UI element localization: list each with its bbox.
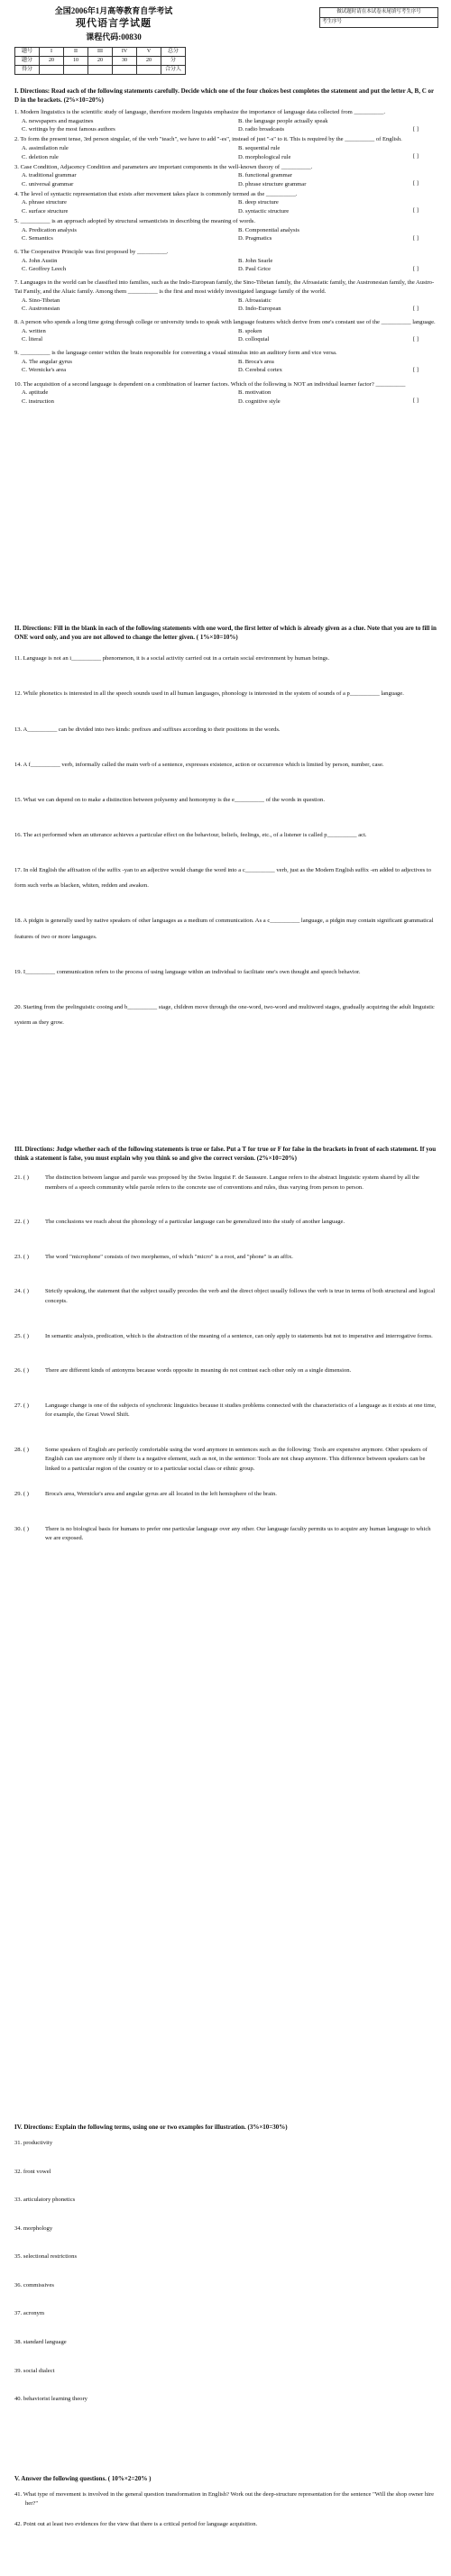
mc-question (14, 349, 437, 374)
answer-option: A. phrase structure (22, 199, 67, 206)
answer-option: B. Afroasiatic (238, 297, 272, 304)
question-stem: 9. __________ is the language center within the brain responsible for converting a visual stimulus into an auditory form and vice versa. (14, 350, 337, 357)
score-cell: 20 (137, 57, 161, 66)
tf-bracket: 27. ( ) (14, 1402, 29, 1409)
term-to-explain: 36. commissives (14, 2281, 54, 2288)
answer-option: D. cognitive style (238, 397, 281, 405)
part-one (14, 87, 437, 411)
tf-statement: The distinction between langue and parole was proposed by the Swiss linguist F. de Saussure. Langue refers to the abstract linguistic system shared by all the members of a speech community while parole refers to the concrete use of conventions and rules, thus varying from person to person. (45, 1174, 419, 1191)
score-cell: 题号 (15, 48, 40, 57)
term-to-explain: 40. behaviorist learning theory (14, 2396, 87, 2403)
answer-options (14, 226, 437, 243)
answer-option: B. sequential rule (238, 145, 281, 152)
answer-options (14, 358, 437, 375)
mc-question (14, 248, 437, 273)
answer-option: C. literal (22, 336, 43, 343)
tf-bracket: 23. ( ) (14, 1253, 29, 1260)
score-cell: 合分人 (161, 66, 186, 75)
term-to-explain: 38. standard language (14, 2338, 67, 2345)
tf-statement: Some speakers of English are perfectly comfortable using the word anymore in sentences such as the following: Tools are expensive anymore. Other speakers of English can use anymore only if there is a negative element, such as not, in the sentence: Tools are not cheap anymore. This difference between speakers can be linked to a particular region of the country or to a particular social class or ethnic group. (45, 1446, 428, 1472)
true-false-question (14, 1253, 437, 1263)
part-one-questions (14, 108, 437, 405)
answer-option: B. John Searle (238, 257, 273, 264)
question-stem: 5. __________ is an approach adopted by structural semanticists in describing the meaning of words. (14, 218, 255, 225)
answer-option: D. Paul Grice (238, 266, 272, 273)
question-stem: 10. The acquisition of a second language is dependent on a combination of learner factors. Which of the following is NOT an individual learner factor? __________ (14, 380, 406, 388)
tf-bracket: 24. ( ) (14, 1288, 29, 1295)
score-cell: III (88, 48, 113, 57)
score-cell (40, 66, 64, 75)
answer-option: D. Indo-European (238, 306, 281, 313)
answer-options (14, 327, 437, 344)
answer-option: A. Predication analysis (22, 226, 77, 233)
fill-blank-question: 20. Starting from the prelinguistic cooing and b__________ stage, children move through the one-word, two-word and multiword stages, gradually acquiring the adult linguistic system as they grow. (14, 1003, 435, 1026)
mc-question (14, 108, 437, 133)
mc-question (14, 279, 437, 313)
answer-options (14, 388, 437, 406)
answer-option: B. the language people actually speak (238, 117, 328, 124)
fill-blank-question: 16. The act performed when an utterance achieves a particular effect on the behaviour, beliefs, feelings, etc., of a listener is called p__________ act. (14, 831, 367, 838)
score-cell: V (137, 48, 161, 57)
exam-session: 全国2006年1月高等教育自学考试 (54, 6, 173, 15)
answer-bracket: [ ] (412, 335, 419, 343)
answer-option: A. The angular gyrus (22, 358, 72, 365)
part-five-directions: V. Answer the following questions. ( 10%×2=20% ) (14, 2475, 152, 2482)
answer-bracket: [ ] (412, 305, 419, 312)
part-five (14, 2474, 437, 2542)
tf-bracket: 21. ( ) (14, 1174, 29, 1182)
true-false-question (14, 1366, 437, 1376)
answer-option: C. writings by the most famous authors (22, 126, 115, 133)
tf-bracket: 29. ( ) (14, 1491, 29, 1498)
answer-options (14, 257, 437, 274)
question-stem: 3. Case Condition, Adjacency Condition and parameters are important components in the well-known theory of __________. (14, 163, 313, 170)
tf-bracket: 25. ( ) (14, 1332, 29, 1339)
part-three-directions: III. Directions: Judge whether each of the following statements is true or false. Put a T for true or F for false in the brackets in front of each statement. If you think a statement is false, you must explain why you think so and give the correct version. (2%×10=20%) (14, 1146, 437, 1163)
tf-statement: Language change is one of the subjects of synchronic linguistics because it studies problems connected with the characteristics of a language as it exists at one time, for example, the Great Vowel Shift. (45, 1402, 437, 1419)
fill-blank-question: 18. A pidgin is generally used by native speakers of other languages as a medium of communication. As a c__________ language, a pidgin may contain significant grammatical features of two or more languages. (14, 918, 434, 940)
answer-bracket: [ ] (412, 125, 419, 132)
score-cell: 分 (161, 57, 186, 66)
part-one-directions: I. Directions: Read each of the following statements carefully. Decide which one of the four choices best completes the statement and put the letter A, B, C or D in the brackets. (2%×10=20%) (14, 87, 434, 105)
answer-options (14, 117, 437, 134)
fill-blank-question: 19. I__________ communication refers to the process of using language within an individual to facilitate one's own thought and speech behavior. (14, 968, 361, 975)
part-five-questions (14, 2490, 437, 2529)
essay-question: 41. What type of movement is involved in the general question transformation in English? Work out the deep-structure representation for the sentence "Will the shop owner hire her?" (14, 2491, 435, 2507)
answer-option: C. Wernicke's area (22, 367, 67, 374)
question-stem: 6. The Cooperative Principle was first proposed by __________. (14, 249, 169, 256)
answer-option: C. instruction (22, 397, 54, 405)
part-two-questions (14, 651, 437, 1030)
answer-option: D. morphological rule (238, 153, 291, 160)
part-three (14, 1145, 437, 1569)
score-cell: 得分 (15, 66, 40, 75)
answer-bracket: [ ] (412, 234, 419, 242)
answer-option: D. Cerebral cortex (238, 367, 282, 374)
score-table (14, 47, 186, 75)
tf-statement: There are different kinds of antonyms because words opposite in meaning do not contrast each other only on a single dimension. (45, 1367, 352, 1375)
answer-option: B. deep structure (238, 199, 279, 206)
score-cell (137, 66, 161, 75)
candidate-note: 做试题时请在本试卷末尾填写考生序号 (320, 8, 437, 18)
score-cell: 20 (88, 57, 113, 66)
term-to-explain: 35. selectional restrictions (14, 2253, 78, 2261)
answer-option: B. Componential analysis (238, 226, 299, 233)
mc-question (14, 190, 437, 215)
score-row-earned (15, 66, 186, 75)
true-false-question (14, 1218, 437, 1228)
candidate-number-box (319, 7, 438, 28)
tf-statement: The conclusions we reach about the phonology of a particular language can be generalized into the study of another language. (45, 1219, 345, 1226)
true-false-question (14, 1525, 437, 1544)
mc-question (14, 217, 437, 242)
answer-option: D. Pragmatics (238, 235, 272, 242)
question-stem: 4. The level of syntactic representation that exists after movement takes place is commonly termed as the __________. (14, 190, 298, 197)
fill-blank-question: 17. In old English the affixation of the suffix -yan to an adjective would change the word into a c__________ verb, just as the Modern English suffix -en added to adjectives to form such verbs as blacken, whiten, redden and awaken. (14, 867, 432, 890)
tf-statement: Strictly speaking, the statement that the subject usually precedes the verb and the direct object usually follows the verb is true in terms of both structural and logical concepts. (45, 1288, 436, 1305)
question-stem: 2. To form the present tense, 3rd person singular, of the verb "teach", we have to add "-es", instead of just "-s" to it. This is required by the __________ of English. (14, 136, 402, 143)
term-to-explain: 34. morphology (14, 2224, 53, 2232)
mc-question (14, 163, 437, 188)
answer-option: C. Geoffrey Leech (22, 266, 67, 273)
true-false-question (14, 1287, 437, 1306)
term-to-explain: 33. articulatory phonetics (14, 2197, 76, 2204)
term-to-explain: 32. front vowel (14, 2168, 51, 2175)
answer-option: A. written (22, 327, 46, 334)
term-to-explain: 39. social dialect (14, 2367, 55, 2374)
mc-question (14, 318, 437, 343)
part-four (14, 2123, 437, 2424)
part-four-directions: IV. Directions: Explain the following terms, using one or two examples for illustration. (3%×10=30%) (14, 2124, 288, 2131)
fill-blank-question: 13. A__________ can be divided into two kinds: prefixes and suffixes according to their positions in the words. (14, 726, 281, 733)
term-to-explain: 31. productivity (14, 2140, 53, 2147)
fill-blank-question: 15. What we can depend on to make a distinction between polysemy and homonymy is the e__________ of the words in question. (14, 796, 325, 803)
true-false-question (14, 1446, 437, 1475)
score-cell (88, 66, 113, 75)
answer-option: C. deletion rule (22, 153, 59, 160)
answer-bracket: [ ] (412, 207, 419, 215)
answer-option: D. syntactic structure (238, 207, 290, 215)
true-false-question (14, 1402, 437, 1420)
answer-options (14, 297, 437, 314)
tf-statement: In semantic analysis, predication, which is the abstraction of the meaning of a sentence, can only apply to statements but not to imperative and interrogative forms. (45, 1332, 433, 1339)
score-cell: 10 (64, 57, 88, 66)
answer-bracket: [ ] (412, 265, 419, 272)
answer-bracket: [ ] (412, 180, 419, 187)
score-cell: 20 (40, 57, 64, 66)
true-false-question (14, 1490, 437, 1500)
tf-bracket: 22. ( ) (14, 1219, 29, 1226)
answer-option: D. phrase structure grammar (238, 180, 307, 187)
true-false-question (14, 1332, 437, 1342)
score-cell (64, 66, 88, 75)
question-stem: 7. Languages in the world can be classified into families, such as the Indo-European family, the Sino-Tibetan family, the Afroasiatic family, the Austronesian family, the Austro-Tai Family, and the Altaic family. Among them __________ is the first and most widely investigated language family of the world. (14, 279, 435, 295)
term-to-explain: 37. acronym (14, 2310, 44, 2317)
tf-bracket: 28. ( ) (14, 1446, 29, 1453)
score-row-points (15, 57, 186, 66)
score-cell: I (40, 48, 64, 57)
answer-options (14, 198, 437, 215)
answer-option: A. John Austin (22, 257, 58, 264)
fill-blank-question: 14. A f__________ verb, informally called the main verb of a sentence, expresses existence, action or occurrence which is limited by person, number, case. (14, 761, 384, 768)
score-cell: 题分 (15, 57, 40, 66)
answer-option: A. newspapers and magazines (22, 117, 94, 124)
candidate-number-label: 考生序号 (322, 18, 343, 24)
exam-header (14, 5, 213, 43)
true-false-question (14, 1174, 437, 1192)
part-two (14, 624, 437, 1050)
answer-option: C. Austronesian (22, 306, 60, 313)
answer-option: A. traditional grammar (22, 172, 77, 179)
part-two-directions: II. Directions: Fill in the blank in each of the following statements with one word, the first letter of which is already given as a clue. Note that you are to fill in ONE word only, and you are not allowed to change the letter given. ( 1%×10=10%) (14, 625, 437, 642)
answer-option: C. universal grammar (22, 180, 74, 187)
answer-option: B. functional grammar (238, 172, 292, 179)
tf-statement: Broca's area, Wernicke's area and angular gyrus are all located in the left hemisphere of the brain. (45, 1491, 277, 1498)
answer-option: A. Sino-Tibetan (22, 297, 60, 304)
tf-statement: There is no biological basis for humans to prefer one particular language over any other. Our language faculty permits us to acquire any human language to which we are exposed. (45, 1525, 431, 1542)
answer-option: B. Broca's area (238, 358, 274, 365)
tf-bracket: 30. ( ) (14, 1525, 29, 1532)
mc-question (14, 135, 437, 160)
answer-option: B. motivation (238, 389, 272, 397)
answer-option: C. surface structure (22, 207, 69, 215)
course-code: 课程代码:00830 (86, 32, 142, 41)
part-four-terms (14, 2139, 437, 2403)
answer-option: A. aptitude (22, 389, 49, 397)
answer-bracket: [ ] (412, 366, 419, 373)
answer-options (14, 144, 437, 161)
answer-option: B. spoken (238, 327, 262, 334)
score-cell: II (64, 48, 88, 57)
answer-option: C. Semantics (22, 235, 53, 242)
score-cell: 总分 (161, 48, 186, 57)
answer-bracket: [ ] (412, 153, 419, 160)
score-cell: IV (113, 48, 137, 57)
mc-question (14, 380, 437, 406)
answer-option: D. radio broadcasts (238, 126, 285, 133)
score-cell (113, 66, 137, 75)
answer-option: D. colloquial (238, 336, 270, 343)
answer-options (14, 171, 437, 188)
tf-statement: The word "microphone" consists of two morphemes, of which "micro" is a root, and "phone" is an affix. (45, 1253, 293, 1260)
fill-blank-question: 11. Language is not an i__________ phenomenon, it is a social activity carried out in a certain social environment by human beings. (14, 655, 330, 662)
part-three-questions (14, 1174, 437, 1544)
answer-bracket: [ ] (412, 397, 419, 405)
tf-bracket: 26. ( ) (14, 1367, 29, 1375)
exam-title: 现代语言学试题 (76, 18, 152, 30)
score-cell: 30 (113, 57, 137, 66)
fill-blank-question: 12. While phonetics is interested in all the speech sounds used in all human languages, phonology is interested in the system of sounds of a p__________ language. (14, 690, 404, 698)
question-stem: 1. Modern linguistics is the scientific study of language, therefore modern linguists emphasize the importance of language data collected from __________. (14, 109, 386, 116)
question-stem: 8. A person who spends a long time going through college or university tends to speak with language features which derive from one's constant use of the __________ language. (14, 319, 436, 326)
essay-question: 42. Point out at least two evidences for the view that there is a critical period for language acquisition. (14, 2521, 258, 2528)
score-row-number (15, 48, 186, 57)
answer-option: A. assimilation rule (22, 145, 69, 152)
